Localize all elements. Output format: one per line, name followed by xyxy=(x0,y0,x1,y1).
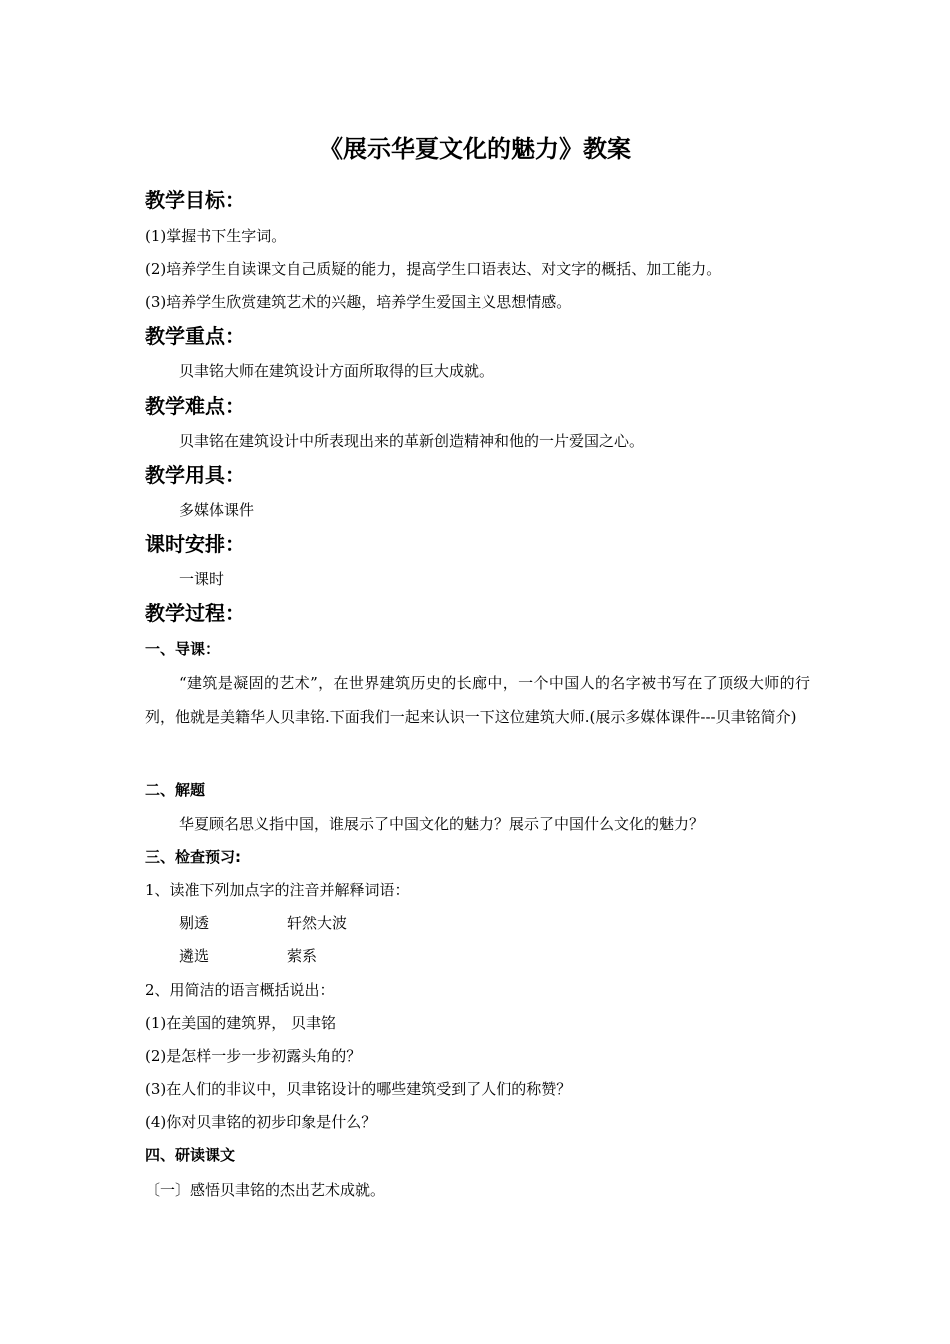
word-item: 萦系 xyxy=(287,947,318,965)
word-item: 遴选 xyxy=(179,947,210,965)
key-points-heading: 教学重点： xyxy=(145,324,245,348)
preview-heading: 三、检查预习: xyxy=(145,848,241,866)
intro-paragraph: “建筑是凝固的艺术”，在世界建筑历史的长廊中，一个中国人的名字被书写在了顶级大师的行列，他就是美籍华人贝聿铭.下面我们一起来认识一下这位建筑大师.(展示多媒体课件---贝聿铭简介) xyxy=(145,674,810,726)
objective-item-3: (3)培养学生欣赏建筑艺术的兴趣，培养学生爱国主义思想情感。 xyxy=(145,293,572,311)
preview-sub-item-2: (2)是怎样一步一步初露头角的？ xyxy=(145,1047,362,1065)
objective-item-2: (2)培养学生自读课文自己质疑的能力，提高学生口语表达、对文字的概括、加工能力。 xyxy=(145,260,722,278)
title-explain-text: 华夏顾名思义指中国，谁展示了中国文化的魅力？展示了中国什么文化的魅力？ xyxy=(179,815,705,833)
word-item: 剔透 xyxy=(179,914,210,932)
tools-text: 多媒体课件 xyxy=(179,501,255,519)
difficulties-text: 贝聿铭在建筑设计中所表现出来的革新创造精神和他的一片爱国之心。 xyxy=(179,432,645,450)
process-heading: 教学过程： xyxy=(145,601,245,625)
word-item: 轩然大波 xyxy=(287,914,348,932)
preview-sub-item-1: (1)在美国的建筑界， 贝聿铭 xyxy=(145,1014,337,1032)
objectives-heading: 教学目标： xyxy=(145,188,245,212)
title-explain-heading: 二、解题 xyxy=(145,781,206,799)
study-heading: 四、研读课文 xyxy=(145,1146,236,1164)
preview-sub-item-4: (4)你对贝聿铭的初步印象是什么？ xyxy=(145,1113,377,1131)
study-item-1: 〔一〕感悟贝聿铭的杰出艺术成就。 xyxy=(145,1181,386,1199)
document-title: 《展示华夏文化的魅力》教案 xyxy=(319,135,631,163)
objective-item-1: (1)掌握书下生字词。 xyxy=(145,227,287,245)
schedule-heading: 课时安排： xyxy=(145,532,245,556)
tools-heading: 教学用具： xyxy=(145,463,245,487)
schedule-text: 一课时 xyxy=(179,570,225,588)
difficulties-heading: 教学难点： xyxy=(145,394,245,418)
preview-sub-item-3: (3)在人们的非议中，贝聿铭设计的哪些建筑受到了人们的称赞？ xyxy=(145,1080,572,1098)
preview-question-1: 1、读准下列加点字的注音并解释词语： xyxy=(145,881,410,899)
key-points-text: 贝聿铭大师在建筑设计方面所取得的巨大成就。 xyxy=(179,362,495,380)
preview-question-2: 2、用简洁的语言概括说出： xyxy=(145,981,335,999)
intro-heading: 一、导课： xyxy=(145,640,221,658)
